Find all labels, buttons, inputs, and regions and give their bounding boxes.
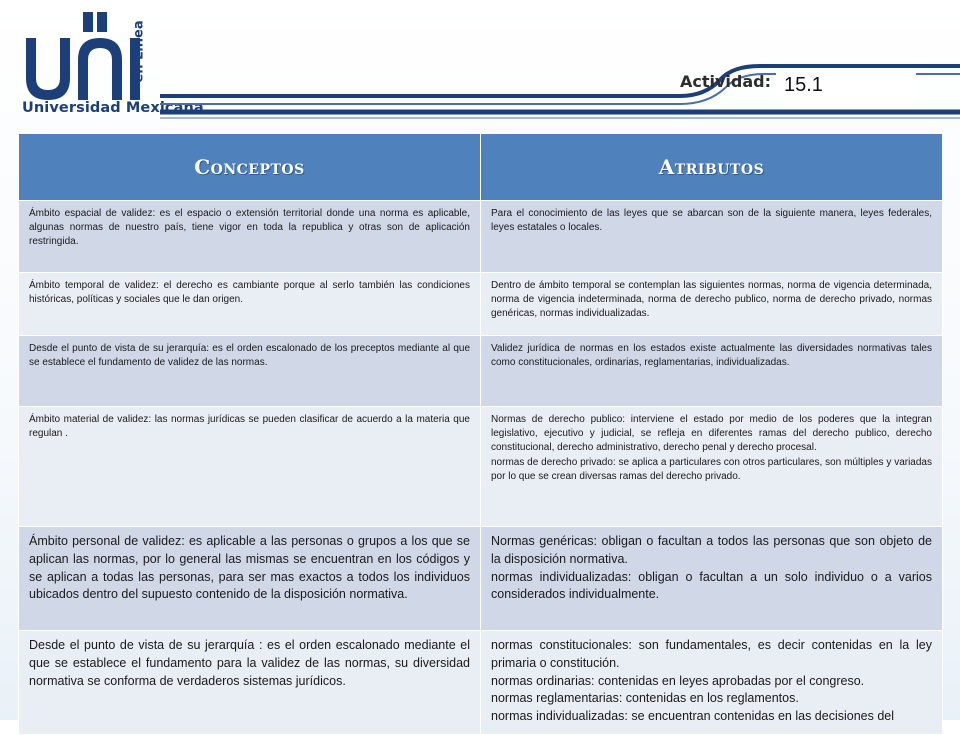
table-row — [19, 527, 943, 631]
attribute-cell: Normas genéricas: obligan o facultan a todos las personas que son objeto de la disposición normativa. normas individualizadas: obligan o facultan a un solo individuo o a varios considerados individualmente. — [481, 527, 943, 631]
table-row — [19, 631, 943, 735]
attribute-cell: Normas de derecho publico: interviene el estado por medio de los poderes que la integran legislativo, ejecutivo y judicial, se refleja en diferentes ramas del derecho publico, derecho constitucional, derecho administrativo, derecho penal y derecho procesal. normas de derecho privado: se aplica a particulares con otros particulares, son múltiples y variadas por lo que se crean diversas ramas del derecho privado. — [481, 407, 943, 527]
concept-cell: Ámbito material de validez: las normas jurídicas se pueden clasificar de acuerdo a la materia que regulan . — [19, 407, 481, 527]
page-header — [0, 0, 960, 132]
logo-tagline: en Línea — [131, 20, 147, 83]
table-header-row — [19, 134, 943, 201]
concept-cell: Desde el punto de vista de su jerarquía: es el orden escalonado de los preceptos mediante al que se establece el fundamento de validez de las normas. — [19, 336, 481, 407]
concept-cell: Ámbito personal de validez: es aplicable a las personas o grupos a los que se aplican las normas, por lo general las mismas se encuentran en los códigos y se aplican a todas las personas, para ser mas exactos a todos los individuos ubicados dentro del supuesto contenido de la disposición normativa. — [19, 527, 481, 631]
university-name: Universidad Mexicana — [22, 100, 204, 116]
activity-label: Actividad: — [680, 72, 772, 91]
table-row — [19, 336, 943, 407]
concept-cell: Desde el punto de vista de su jerarquía : es el orden escalonado mediante el que se establece el fundamento para la validez de las normas, su diversidad normativa se conforma de verdaderos sistemas jurídicos. — [19, 631, 481, 735]
table-row — [19, 201, 943, 273]
concepts-table — [18, 133, 943, 735]
attribute-cell: Validez jurídica de normas en los estados existe actualmente las diversidades normativas tales como constitucionales, ordinarias, reglamentarias, individualizadas. — [481, 336, 943, 407]
table-row — [19, 407, 943, 527]
attribute-cell: Para el conocimiento de las leyes que se abarcan son de la siguiente manera, leyes federales, leyes estatales o locales. — [481, 201, 943, 273]
header-concepts: Conceptos — [19, 134, 481, 201]
concept-cell: Ámbito espacial de validez: es el espacio o extensión territorial donde una norma es aplicable, algunas normas de nuestro país, tiene vigor en toda la republica y otras son de aplicación restringida. — [19, 201, 481, 273]
attribute-cell: Dentro de ámbito temporal se contemplan las siguientes normas, norma de vigencia determinada, norma de vigencia indeterminada, norma de derecho publico, norma de derecho privado, normas genéricas, normas individualizadas. — [481, 273, 943, 336]
attribute-cell: normas constitucionales: son fundamentales, es decir contenidas en la ley primaria o constitución. normas ordinarias: contenidas en leyes aprobadas por el congreso. normas reglamentarias: contenidas en los reglamentos. normas individualizadas: se encuentran contenidas en las decisiones del — [481, 631, 943, 735]
concept-cell: Ámbito temporal de validez: el derecho es cambiante porque al serlo también las condiciones históricas, políticas y sociales que le dan origen. — [19, 273, 481, 336]
header-attributes: Atributos — [481, 134, 943, 201]
table-row — [19, 273, 943, 336]
activity-number: 15.1 — [776, 68, 916, 102]
